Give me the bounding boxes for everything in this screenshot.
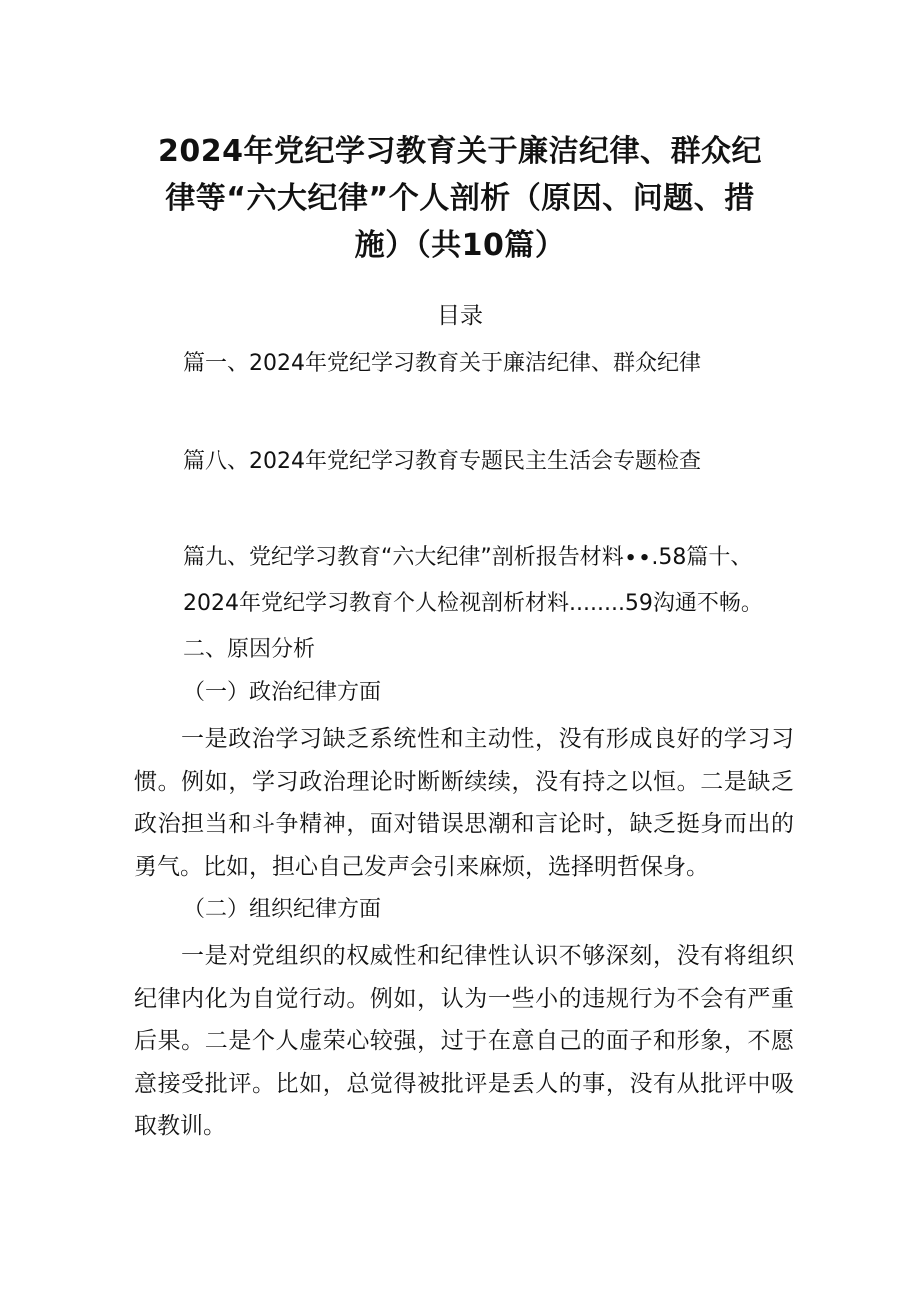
paragraph-political: 一是政治学习缺乏系统性和主动性，没有形成良好的学习习惯。例如，学习政治理论时断断续续，没有持之以恒。二是缺乏政治担当和斗争精神，面对错误思潮和言论时，缺乏挺身而出的勇气。比如，担心自己发声会引来麻烦，选择明哲保身。 [134,726,794,880]
subsection-heading-political: （一）政治纪律方面 [183,680,382,705]
toc-entry-2[interactable]: 篇八、2024年党纪学习教育专题民主生活会专题检查 [183,449,701,474]
subsection-heading-organizational: （二）组织纪律方面 [183,897,382,922]
toc-entry-1[interactable]: 篇一、2024年党纪学习教育关于廉洁纪律、群众纪律 [183,351,701,376]
paragraph-organizational: 一是对党组织的权威性和纪律性认识不够深刻，没有将组织纪律内化为自觉行动。例如，认为一些小的违规行为不会有严重后果。二是个人虚荣心较强，过于在意自己的面子和形象，不愿意接受批评。比如，总觉得被批评是丢人的事，没有从批评中吸取教训。 [134,943,794,1139]
toc-entry-3[interactable]: 篇九、党纪学习教育“六大纪律”剖析报告材料∙∙.58篇十、 [183,545,753,570]
title-line-3: 施）（共10篇） [354,228,566,263]
section-heading: 二、原因分析 [183,637,316,662]
title-line-2: 律等“六大纪律”个人剖析（原因、问题、措 [165,181,755,216]
title-line-1: 2024年党纪学习教育关于廉洁纪律、群众纪 [158,134,762,169]
toc-heading: 目录 [437,303,483,329]
document-title [140,128,780,269]
toc-entry-4[interactable]: 2024年党纪学习教育个人检视剖析材料........59沟通不畅。 [183,591,763,616]
